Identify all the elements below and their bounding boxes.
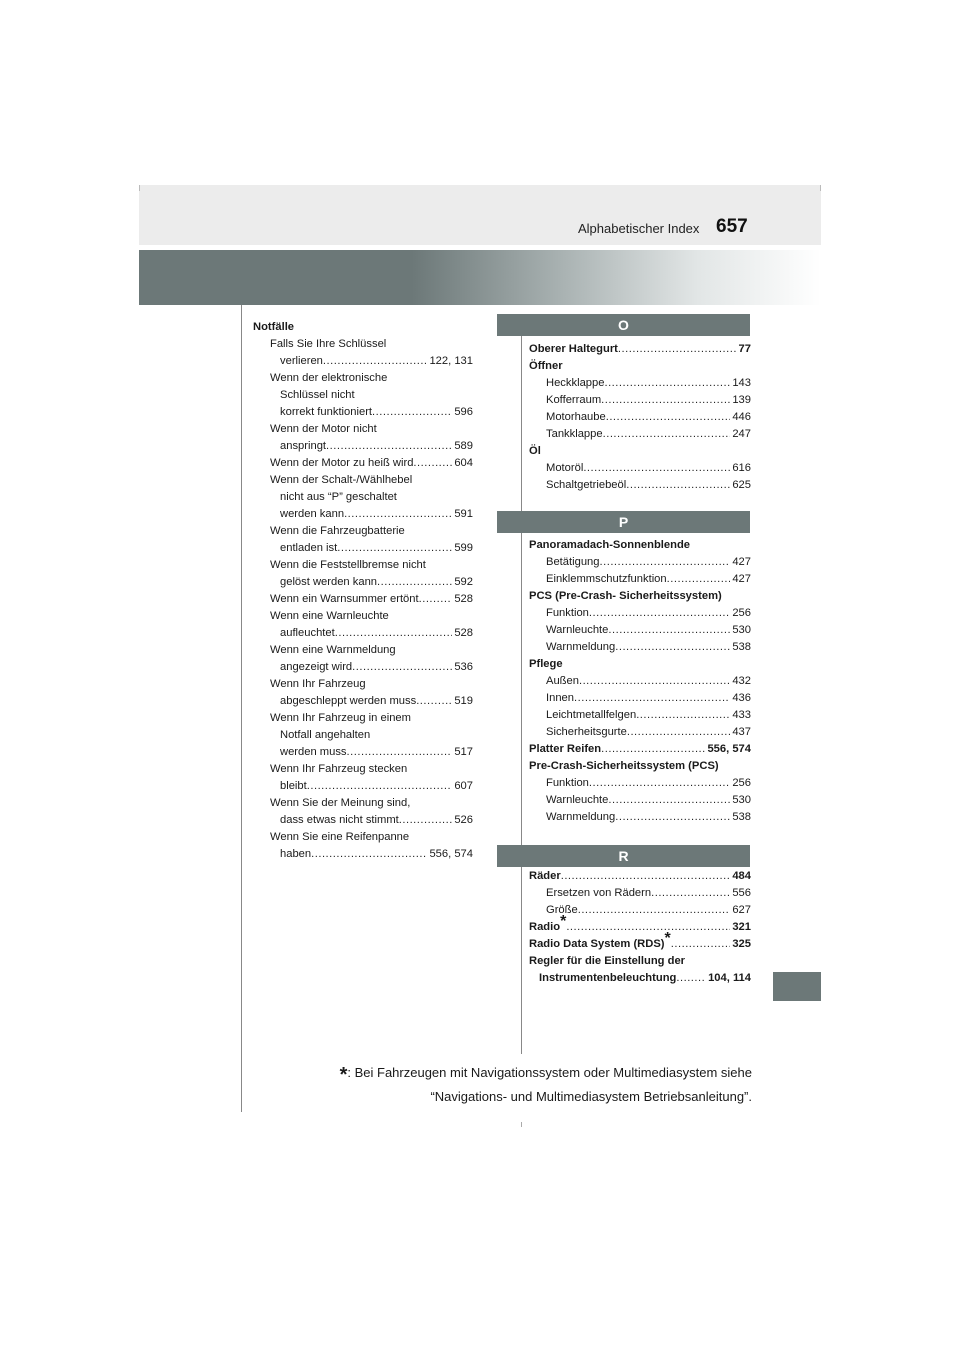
entry-label: aufleuchtet	[280, 627, 335, 639]
entry-page: 104, 114	[708, 972, 751, 984]
entry-page: 321	[732, 921, 751, 933]
index-heading: PCS (Pre-Crash- Sicherheitssystem)	[529, 590, 722, 602]
asterisk-marker: *	[664, 930, 671, 947]
entry-page: 599	[454, 542, 473, 554]
footnote-line1: : Bei Fahrzeugen mit Navigationssystem oder Multimediasystem siehe	[347, 1065, 752, 1080]
letter-bar-p: P	[497, 511, 750, 533]
index-entry	[529, 792, 751, 809]
entry-page: 247	[732, 428, 751, 440]
index-entry	[529, 930, 751, 953]
index-entry	[529, 571, 751, 588]
header-gradient-band	[139, 250, 821, 305]
index-entry	[529, 341, 751, 358]
index-entry	[529, 690, 751, 707]
entry-page: 556	[732, 887, 751, 899]
index-entry	[529, 426, 751, 443]
footnote-line2: “Navigations- und Multimediasystem Betriebsanleitung”.	[430, 1089, 752, 1104]
crop-mark	[820, 185, 821, 191]
entry-label: anspringt	[280, 440, 327, 452]
entry-line: Falls Sie Ihre Schlüssel	[270, 338, 387, 350]
entry-label: abgeschleppt werden muss	[280, 695, 417, 707]
index-entry	[253, 438, 473, 455]
entry-label: angezeigt wird	[280, 661, 353, 673]
entry-label: Ersetzen von Rädern	[546, 887, 652, 899]
index-entry	[529, 970, 751, 987]
entry-page: 556, 574	[707, 743, 751, 755]
entry-label: Motoröl	[546, 462, 584, 474]
entry-line: Wenn Sie der Meinung sind,	[270, 797, 411, 809]
entry-label: Außen	[546, 675, 579, 687]
entry-label: Motorhaube	[546, 411, 606, 423]
entry-label: Wenn ein Warnsummer ertönt	[270, 593, 419, 605]
entry-label: verlieren	[280, 355, 323, 367]
entry-page: 607	[454, 780, 473, 792]
entry-label: entladen ist	[280, 542, 338, 554]
index-entry	[529, 605, 751, 622]
index-entry	[529, 809, 751, 826]
chapter-thumb-tab	[773, 972, 821, 1001]
index-entry	[253, 625, 473, 642]
index-entry	[253, 778, 473, 795]
entry-label: werden muss	[280, 746, 347, 758]
index-entry	[529, 913, 751, 936]
index-heading: Panoramadach-Sonnenblende	[529, 539, 691, 551]
entry-label: Tankklappe	[546, 428, 603, 440]
entry-label: Warnleuchte	[546, 624, 609, 636]
entry-label: Sicherheitsgurte	[546, 726, 627, 738]
index-entry	[253, 574, 473, 591]
entry-page: 627	[732, 904, 751, 916]
entry-label: Warnleuchte	[546, 794, 609, 806]
entry-page: 589	[454, 440, 473, 452]
index-entry	[529, 477, 751, 494]
entry-page: 256	[732, 777, 751, 789]
entry-label: Größe	[546, 904, 578, 916]
index-entry	[529, 554, 751, 571]
entry-label: Schaltgetriebeöl	[546, 479, 627, 491]
entry-page: 256	[732, 607, 751, 619]
entry-label: dass etwas nicht stimmt	[280, 814, 399, 826]
section-title: Alphabetischer Index	[578, 221, 700, 236]
crop-mark	[139, 185, 140, 191]
index-entries	[253, 336, 473, 863]
index-group-p	[529, 537, 751, 826]
index-entry	[253, 353, 473, 370]
entry-line: Schlüssel nicht	[280, 389, 355, 401]
entry-line: Wenn der elektronische	[270, 372, 388, 384]
index-entry	[253, 404, 473, 421]
index-entry	[529, 622, 751, 639]
entry-label: Radio Data System (RDS)	[529, 938, 665, 950]
entry-page: 616	[732, 462, 751, 474]
entry-line: Wenn der Motor nicht	[270, 423, 377, 435]
index-entry	[253, 540, 473, 557]
entry-page: 325	[732, 938, 751, 950]
index-group-r	[529, 868, 751, 987]
entry-page: 77	[738, 343, 751, 355]
entry-label: Oberer Haltegurt	[529, 343, 618, 355]
entry-label: Leichtmetallfelgen	[546, 709, 637, 721]
entry-page: 625	[732, 479, 751, 491]
index-column-left	[253, 319, 473, 863]
entry-page: 526	[454, 814, 473, 826]
entry-label: Kofferraum	[546, 394, 602, 406]
index-entry	[529, 707, 751, 724]
entry-label: haben	[280, 848, 312, 860]
letter-bar-r: R	[497, 845, 750, 867]
index-entry	[529, 724, 751, 741]
index-heading: Pflege	[529, 658, 563, 670]
entry-page: 604	[454, 457, 473, 469]
entry-page: 517	[454, 746, 473, 758]
index-entry	[253, 591, 473, 608]
entry-page: 143	[732, 377, 751, 389]
column-divider	[521, 336, 522, 1054]
index-entry	[529, 775, 751, 792]
entry-line: Wenn Ihr Fahrzeug	[270, 678, 366, 690]
entry-label: Betätigung	[546, 556, 600, 568]
index-entry	[253, 846, 473, 863]
index-heading: Öffner	[529, 360, 563, 372]
entry-label: Funktion	[546, 777, 589, 789]
asterisk-marker: *	[560, 913, 567, 930]
entry-page: 446	[732, 411, 751, 423]
page-number: 657	[716, 216, 748, 237]
entry-label: bleibt	[280, 780, 307, 792]
entry-label: Radio	[529, 921, 561, 933]
entry-label: Warnmeldung	[546, 811, 616, 823]
entry-label: korrekt funktioniert	[280, 406, 373, 418]
index-entry	[529, 639, 751, 656]
entry-page: 592	[454, 576, 473, 588]
entry-page: 556, 574	[429, 848, 473, 860]
index-entry	[529, 741, 751, 758]
index-entry	[529, 392, 751, 409]
entry-line: Wenn eine Warnleuchte	[270, 610, 389, 622]
entry-page: 433	[732, 709, 751, 721]
index-entry	[529, 375, 751, 392]
entry-page: 528	[454, 627, 473, 639]
entry-label: Heckklappe	[546, 377, 605, 389]
index-entry	[253, 812, 473, 829]
entry-line: Notfall angehalten	[280, 729, 371, 741]
column-divider	[241, 305, 242, 1112]
entry-line: Wenn die Fahrzeugbatterie	[270, 525, 405, 537]
entry-label: Platter Reifen	[529, 743, 602, 755]
index-entry	[253, 659, 473, 676]
entry-page: 484	[732, 870, 751, 882]
index-entry	[529, 885, 751, 902]
index-heading: Pre-Crash-Sicherheitssystem (PCS)	[529, 760, 719, 772]
entry-line: Wenn Ihr Fahrzeug in einem	[270, 712, 411, 724]
entry-label: Innen	[546, 692, 574, 704]
entry-line: Wenn der Schalt-/Wählhebel	[270, 474, 413, 486]
entry-page: 530	[732, 794, 751, 806]
entry-page: 519	[454, 695, 473, 707]
letter-bar-o: O	[497, 314, 750, 336]
divider-tick	[521, 1122, 522, 1127]
entry-page: 596	[454, 406, 473, 418]
footnote	[300, 1062, 752, 1108]
entry-page: 139	[732, 394, 751, 406]
entry-label: gelöst werden kann	[280, 576, 378, 588]
index-entry	[253, 506, 473, 523]
index-entry	[253, 455, 473, 472]
entry-label: werden kann	[280, 508, 345, 520]
index-entry	[253, 693, 473, 710]
entry-page: 528	[454, 593, 473, 605]
entry-page: 538	[732, 641, 751, 653]
entry-label: Funktion	[546, 607, 589, 619]
entry-line: Wenn Sie eine Reifenpanne	[270, 831, 410, 843]
entry-label: Einklemmschutzfunktion	[546, 573, 667, 585]
entry-label: Wenn der Motor zu heiß wird	[270, 457, 414, 469]
entry-page: 122, 131	[429, 355, 473, 367]
entry-line: Wenn Ihr Fahrzeug stecken	[270, 763, 408, 775]
entry-page: 427	[732, 556, 751, 568]
entry-page: 591	[454, 508, 473, 520]
entry-page: 432	[732, 675, 751, 687]
index-entry	[529, 868, 751, 885]
entry-page: 437	[732, 726, 751, 738]
index-heading: Regler für die Einstellung der	[529, 955, 686, 967]
index-heading: Notfälle	[253, 321, 295, 333]
entry-page: 427	[732, 573, 751, 585]
entry-label: Warnmeldung	[546, 641, 616, 653]
entry-line: Wenn eine Warnmeldung	[270, 644, 396, 656]
entry-label: Räder	[529, 870, 561, 882]
entry-line: nicht aus “P” geschaltet	[280, 491, 397, 503]
entry-page: 530	[732, 624, 751, 636]
index-heading: Öl	[529, 445, 541, 457]
index-entry	[529, 673, 751, 690]
entry-page: 538	[732, 811, 751, 823]
entry-line: Wenn die Feststellbremse nicht	[270, 559, 426, 571]
index-entry	[529, 460, 751, 477]
entry-label: Instrumentenbeleuchtung	[539, 972, 677, 984]
entry-page: 536	[454, 661, 473, 673]
entry-page: 436	[732, 692, 751, 704]
index-entry	[529, 409, 751, 426]
footnote-marker: *	[339, 1064, 348, 1086]
index-group-o	[529, 341, 751, 494]
index-entry	[253, 744, 473, 761]
